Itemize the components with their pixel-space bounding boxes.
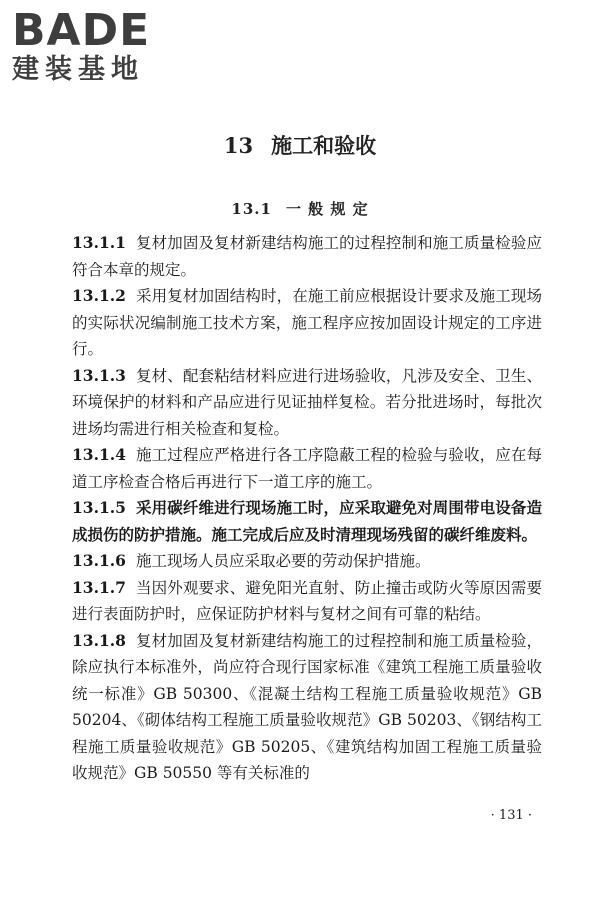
clause-number: 13.1.7 bbox=[72, 577, 126, 597]
clause bbox=[72, 628, 542, 787]
chapter-title bbox=[0, 130, 600, 160]
clause bbox=[72, 363, 542, 443]
clause-number: 13.1.5 bbox=[72, 498, 126, 517]
clause-number: 13.1.8 bbox=[72, 630, 126, 650]
logo-subtitle: 建装基地 bbox=[12, 54, 144, 85]
clause bbox=[72, 575, 542, 628]
clause-text: 施工现场人员应采取必要的劳动保护措施。 bbox=[135, 552, 431, 570]
chapter-number: 13 bbox=[223, 133, 254, 158]
section-title bbox=[0, 198, 600, 219]
clause bbox=[72, 230, 542, 283]
logo-brand: BADE bbox=[12, 5, 151, 56]
clause bbox=[72, 283, 542, 363]
section-number: 13.1 bbox=[231, 200, 272, 218]
document-body bbox=[72, 230, 542, 787]
clause-bold bbox=[72, 495, 542, 548]
clause-text: 当因外观要求、避免阳光直射、防止撞击或防火等原因需要进行表面防护时，应保证防护材料与复材之间有可靠的粘结。 bbox=[72, 578, 542, 623]
clause-number: 13.1.3 bbox=[72, 365, 126, 385]
page-number: · 131 · bbox=[490, 808, 532, 823]
clause-number: 13.1.6 bbox=[72, 551, 126, 570]
clause-text: 采用碳纤维进行现场施工时，应采取避免对周围带电设备造成损伤的防护措施。施工完成后应及时清理现场残留的碳纤维废料。 bbox=[72, 498, 542, 544]
clause-text: 复材加固及复材新建结构施工的过程控制和施工质量检验，除应执行本标准外，尚应符合现行国家标准《建筑工程施工质量验收统一标准》GB 50300、《混凝土结构工程施工质量验收规范》GB 50204、《砌体结构工程施工质量验收规范》GB 50203、《钢结构工程施工质量验收规范》GB 50205、《建筑结构加固工程施工质量验收规范》GB 50550 等有关标准的 bbox=[72, 631, 542, 782]
clause-text: 复材、配套粘结材料应进行进场验收，凡涉及安全、卫生、环境保护的材料和产品应进行见证抽样复检。若分批进场时，每批次进场均需进行相关检查和复检。 bbox=[72, 366, 542, 438]
chapter-title-text: 施工和验收 bbox=[271, 133, 377, 158]
clause bbox=[72, 548, 542, 575]
clause-text: 复材加固及复材新建结构施工的过程控制和施工质量检验应符合本章的规定。 bbox=[72, 234, 542, 279]
clause-number: 13.1.2 bbox=[72, 286, 126, 305]
section-title-text: 一 般 规 定 bbox=[285, 200, 369, 218]
clause-number: 13.1.4 bbox=[72, 445, 126, 464]
clause-number: 13.1.1 bbox=[72, 233, 126, 252]
clause-text: 采用复材加固结构时，在施工前应根据设计要求及施工现场的实际状况编制施工技术方案，施工程序应按加固设计规定的工序进行。 bbox=[72, 287, 542, 358]
logo bbox=[12, 5, 182, 88]
clause bbox=[72, 442, 542, 495]
clause-text: 施工过程应严格进行各工序隐蔽工程的检验与验收，应在每道工序检查合格后再进行下一道工序的施工。 bbox=[72, 446, 542, 491]
